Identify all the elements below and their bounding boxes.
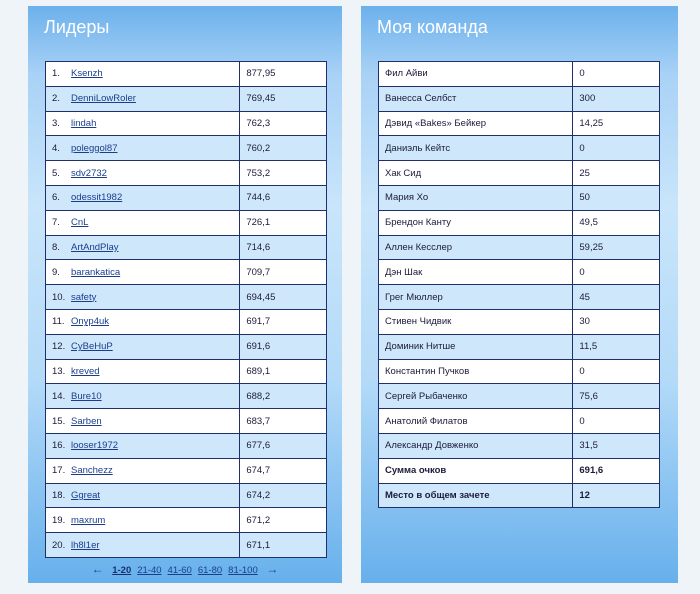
- leader-rank: 13.: [52, 365, 66, 377]
- leader-name-cell: [46, 210, 240, 235]
- leader-rank: 10.: [52, 291, 66, 303]
- leader-player-link[interactable]: lh8l1er: [71, 539, 100, 551]
- team-row: [379, 62, 660, 87]
- leader-score: 760,2: [240, 136, 327, 161]
- team-player-score: 75,6: [573, 384, 660, 409]
- leader-rank: 5.: [52, 167, 60, 179]
- leader-row: [46, 533, 327, 558]
- leader-score: 691,7: [240, 309, 327, 334]
- leader-player-link[interactable]: poleggol87: [71, 142, 118, 154]
- team-player-name: Сергей Рыбаченко: [379, 384, 573, 409]
- leader-name-cell: [46, 433, 240, 458]
- leader-score: 762,3: [240, 111, 327, 136]
- leader-row: [46, 433, 327, 458]
- leaders-title: Лидеры: [44, 17, 110, 37]
- leader-name-cell: [46, 334, 240, 359]
- leader-name-cell: [46, 136, 240, 161]
- leader-rank: 2.: [52, 93, 60, 105]
- team-place-row: [379, 483, 660, 508]
- leader-rank: 6.: [52, 192, 60, 204]
- leader-name-cell: [46, 185, 240, 210]
- team-player-name: Аллен Кесслер: [379, 235, 573, 260]
- leader-rank: 18.: [52, 489, 66, 501]
- team-player-name: Фил Айви: [379, 62, 573, 87]
- leader-name-cell: [46, 86, 240, 111]
- leader-name-cell: [46, 309, 240, 334]
- leader-rank: 3.: [52, 117, 60, 129]
- leader-rank: 9.: [52, 266, 60, 278]
- leader-name-cell: [46, 533, 240, 558]
- team-row: [379, 260, 660, 285]
- leader-rank: 14.: [52, 390, 66, 402]
- leader-player-link[interactable]: sdv2732: [71, 167, 107, 179]
- leader-player-link[interactable]: maxrum: [71, 514, 106, 526]
- team-player-name: Грег Мюллер: [379, 285, 573, 310]
- pager-link[interactable]: 61-80: [197, 565, 223, 576]
- leader-player-link[interactable]: Bure10: [71, 390, 102, 402]
- team-total-value: 691,6: [573, 458, 660, 483]
- team-player-score: 300: [573, 86, 660, 111]
- leader-player-link[interactable]: looser1972: [71, 440, 119, 452]
- leader-row: [46, 483, 327, 508]
- leader-name-cell: [46, 260, 240, 285]
- team-player-score: 49,5: [573, 210, 660, 235]
- leader-row: [46, 384, 327, 409]
- leader-name-cell: [46, 409, 240, 434]
- leader-score: 877,95: [240, 62, 327, 87]
- leader-rank: 20.: [52, 539, 66, 551]
- leader-rank: 8.: [52, 241, 60, 253]
- leader-row: [46, 285, 327, 310]
- prev-page-arrow-icon[interactable]: ←: [91, 562, 104, 576]
- pager-link[interactable]: 21-40: [137, 565, 162, 576]
- leader-row: [46, 86, 327, 111]
- team-row: [379, 334, 660, 359]
- leader-row: [46, 210, 327, 235]
- leader-name-cell: [46, 235, 240, 260]
- team-row: [379, 409, 660, 434]
- team-total-label: Сумма очков: [379, 458, 573, 483]
- team-player-name: Даниэль Кейтс: [379, 136, 573, 161]
- leader-player-link[interactable]: Sarben: [71, 415, 102, 427]
- team-player-name: Дэвид «Bakes» Бейкер: [379, 111, 573, 136]
- team-player-name: Анатолий Филатов: [379, 409, 573, 434]
- leader-player-link[interactable]: ArtAndPlay: [71, 241, 119, 253]
- leader-row: [46, 136, 327, 161]
- leader-rank: 1.: [52, 68, 60, 80]
- pager-link[interactable]: 41-60: [167, 565, 192, 576]
- team-player-score: 14,25: [573, 111, 660, 136]
- team-player-name: Стивен Чидвик: [379, 309, 573, 334]
- leader-player-link[interactable]: DenniLowRoler: [71, 93, 136, 105]
- leader-row: [46, 458, 327, 483]
- team-player-score: 30: [573, 309, 660, 334]
- leader-name-cell: [46, 458, 240, 483]
- leader-rank: 15.: [52, 415, 66, 427]
- leader-score: 753,2: [240, 161, 327, 186]
- team-player-score: 45: [573, 285, 660, 310]
- leader-player-link[interactable]: Sanchezz: [71, 465, 113, 477]
- team-row: [379, 235, 660, 260]
- leader-score: 671,1: [240, 533, 327, 558]
- my-team-title: Моя команда: [377, 17, 488, 37]
- team-player-score: 0: [573, 409, 660, 434]
- leader-score: 726,1: [240, 210, 327, 235]
- leader-score: 688,2: [240, 384, 327, 409]
- leader-row: [46, 309, 327, 334]
- leader-row: [46, 334, 327, 359]
- leader-player-link[interactable]: CnL: [71, 217, 89, 229]
- leaders-table: [45, 61, 327, 558]
- leader-player-link[interactable]: odessit1982: [71, 192, 123, 204]
- team-player-score: 0: [573, 136, 660, 161]
- team-player-score: 0: [573, 62, 660, 87]
- leader-row: [46, 235, 327, 260]
- leader-rank: 19.: [52, 514, 66, 526]
- team-total-row: [379, 458, 660, 483]
- team-player-score: 31,5: [573, 433, 660, 458]
- leader-rank: 12.: [52, 341, 66, 353]
- team-player-name: Дэн Шак: [379, 260, 573, 285]
- team-row: [379, 309, 660, 334]
- leader-name-cell: [46, 285, 240, 310]
- leader-name-cell: [46, 359, 240, 384]
- leaders-panel: [28, 6, 342, 583]
- team-row: [379, 285, 660, 310]
- team-row: [379, 185, 660, 210]
- leader-row: [46, 359, 327, 384]
- leader-row: [46, 409, 327, 434]
- leader-score: 744,6: [240, 185, 327, 210]
- leader-score: 677,6: [240, 433, 327, 458]
- my-team-panel: [361, 6, 678, 583]
- team-row: [379, 136, 660, 161]
- team-row: [379, 359, 660, 384]
- leader-rank: 7.: [52, 217, 60, 229]
- leader-player-link[interactable]: Onyp4uk: [71, 316, 110, 328]
- leader-player-link[interactable]: Ksenzh: [71, 68, 103, 80]
- leader-row: [46, 111, 327, 136]
- team-row: [379, 111, 660, 136]
- leader-player-link[interactable]: CyBeHuP: [71, 341, 113, 353]
- team-row: [379, 161, 660, 186]
- pager-link[interactable]: 81-100: [228, 565, 258, 576]
- leader-score: 691,6: [240, 334, 327, 359]
- team-player-name: Хак Сид: [379, 161, 573, 186]
- leader-row: [46, 161, 327, 186]
- team-player-score: 59,25: [573, 235, 660, 260]
- leaders-pager: [28, 562, 342, 576]
- leader-player-link[interactable]: safety: [71, 291, 97, 303]
- team-row: [379, 433, 660, 458]
- leader-rank: 16.: [52, 440, 66, 452]
- leader-row: [46, 185, 327, 210]
- leader-score: 769,45: [240, 86, 327, 111]
- team-player-name: Доминик Нитше: [379, 334, 573, 359]
- team-row: [379, 86, 660, 111]
- leader-name-cell: [46, 62, 240, 87]
- leader-rank: 17.: [52, 465, 66, 477]
- team-player-name: Ванесса Селбст: [379, 86, 573, 111]
- leader-rank: 4.: [52, 142, 60, 154]
- leader-score: 694,45: [240, 285, 327, 310]
- leader-name-cell: [46, 111, 240, 136]
- leader-score: 683,7: [240, 409, 327, 434]
- next-page-arrow-icon[interactable]: →: [266, 562, 279, 576]
- team-place-label: Место в общем зачете: [379, 483, 573, 508]
- leader-row: [46, 260, 327, 285]
- team-player-score: 25: [573, 161, 660, 186]
- leader-name-cell: [46, 508, 240, 533]
- team-player-name: Мария Хо: [379, 185, 573, 210]
- leader-name-cell: [46, 483, 240, 508]
- leader-score: 671,2: [240, 508, 327, 533]
- pager-link[interactable]: 1-20: [112, 565, 132, 576]
- leader-player-link[interactable]: lindah: [71, 117, 97, 129]
- team-player-score: 11,5: [573, 334, 660, 359]
- team-player-name: Брендон Канту: [379, 210, 573, 235]
- team-place-value: 12: [573, 483, 660, 508]
- leader-score: 674,7: [240, 458, 327, 483]
- team-row: [379, 384, 660, 409]
- leader-player-link[interactable]: barankatica: [71, 266, 121, 278]
- leader-score: 674,2: [240, 483, 327, 508]
- leader-name-cell: [46, 384, 240, 409]
- leader-score: 689,1: [240, 359, 327, 384]
- leader-score: 714,6: [240, 235, 327, 260]
- team-player-score: 0: [573, 359, 660, 384]
- leader-rank: 11.: [52, 316, 65, 328]
- leader-name-cell: [46, 161, 240, 186]
- leader-player-link[interactable]: Ggreat: [71, 489, 101, 501]
- team-player-name: Александр Довженко: [379, 433, 573, 458]
- team-player-score: 0: [573, 260, 660, 285]
- team-player-name: Константин Пучков: [379, 359, 573, 384]
- my-team-table: [378, 61, 660, 508]
- leader-score: 709,7: [240, 260, 327, 285]
- leader-row: [46, 508, 327, 533]
- leader-row: [46, 62, 327, 87]
- team-row: [379, 210, 660, 235]
- leader-player-link[interactable]: kreved: [71, 365, 100, 377]
- team-player-score: 50: [573, 185, 660, 210]
